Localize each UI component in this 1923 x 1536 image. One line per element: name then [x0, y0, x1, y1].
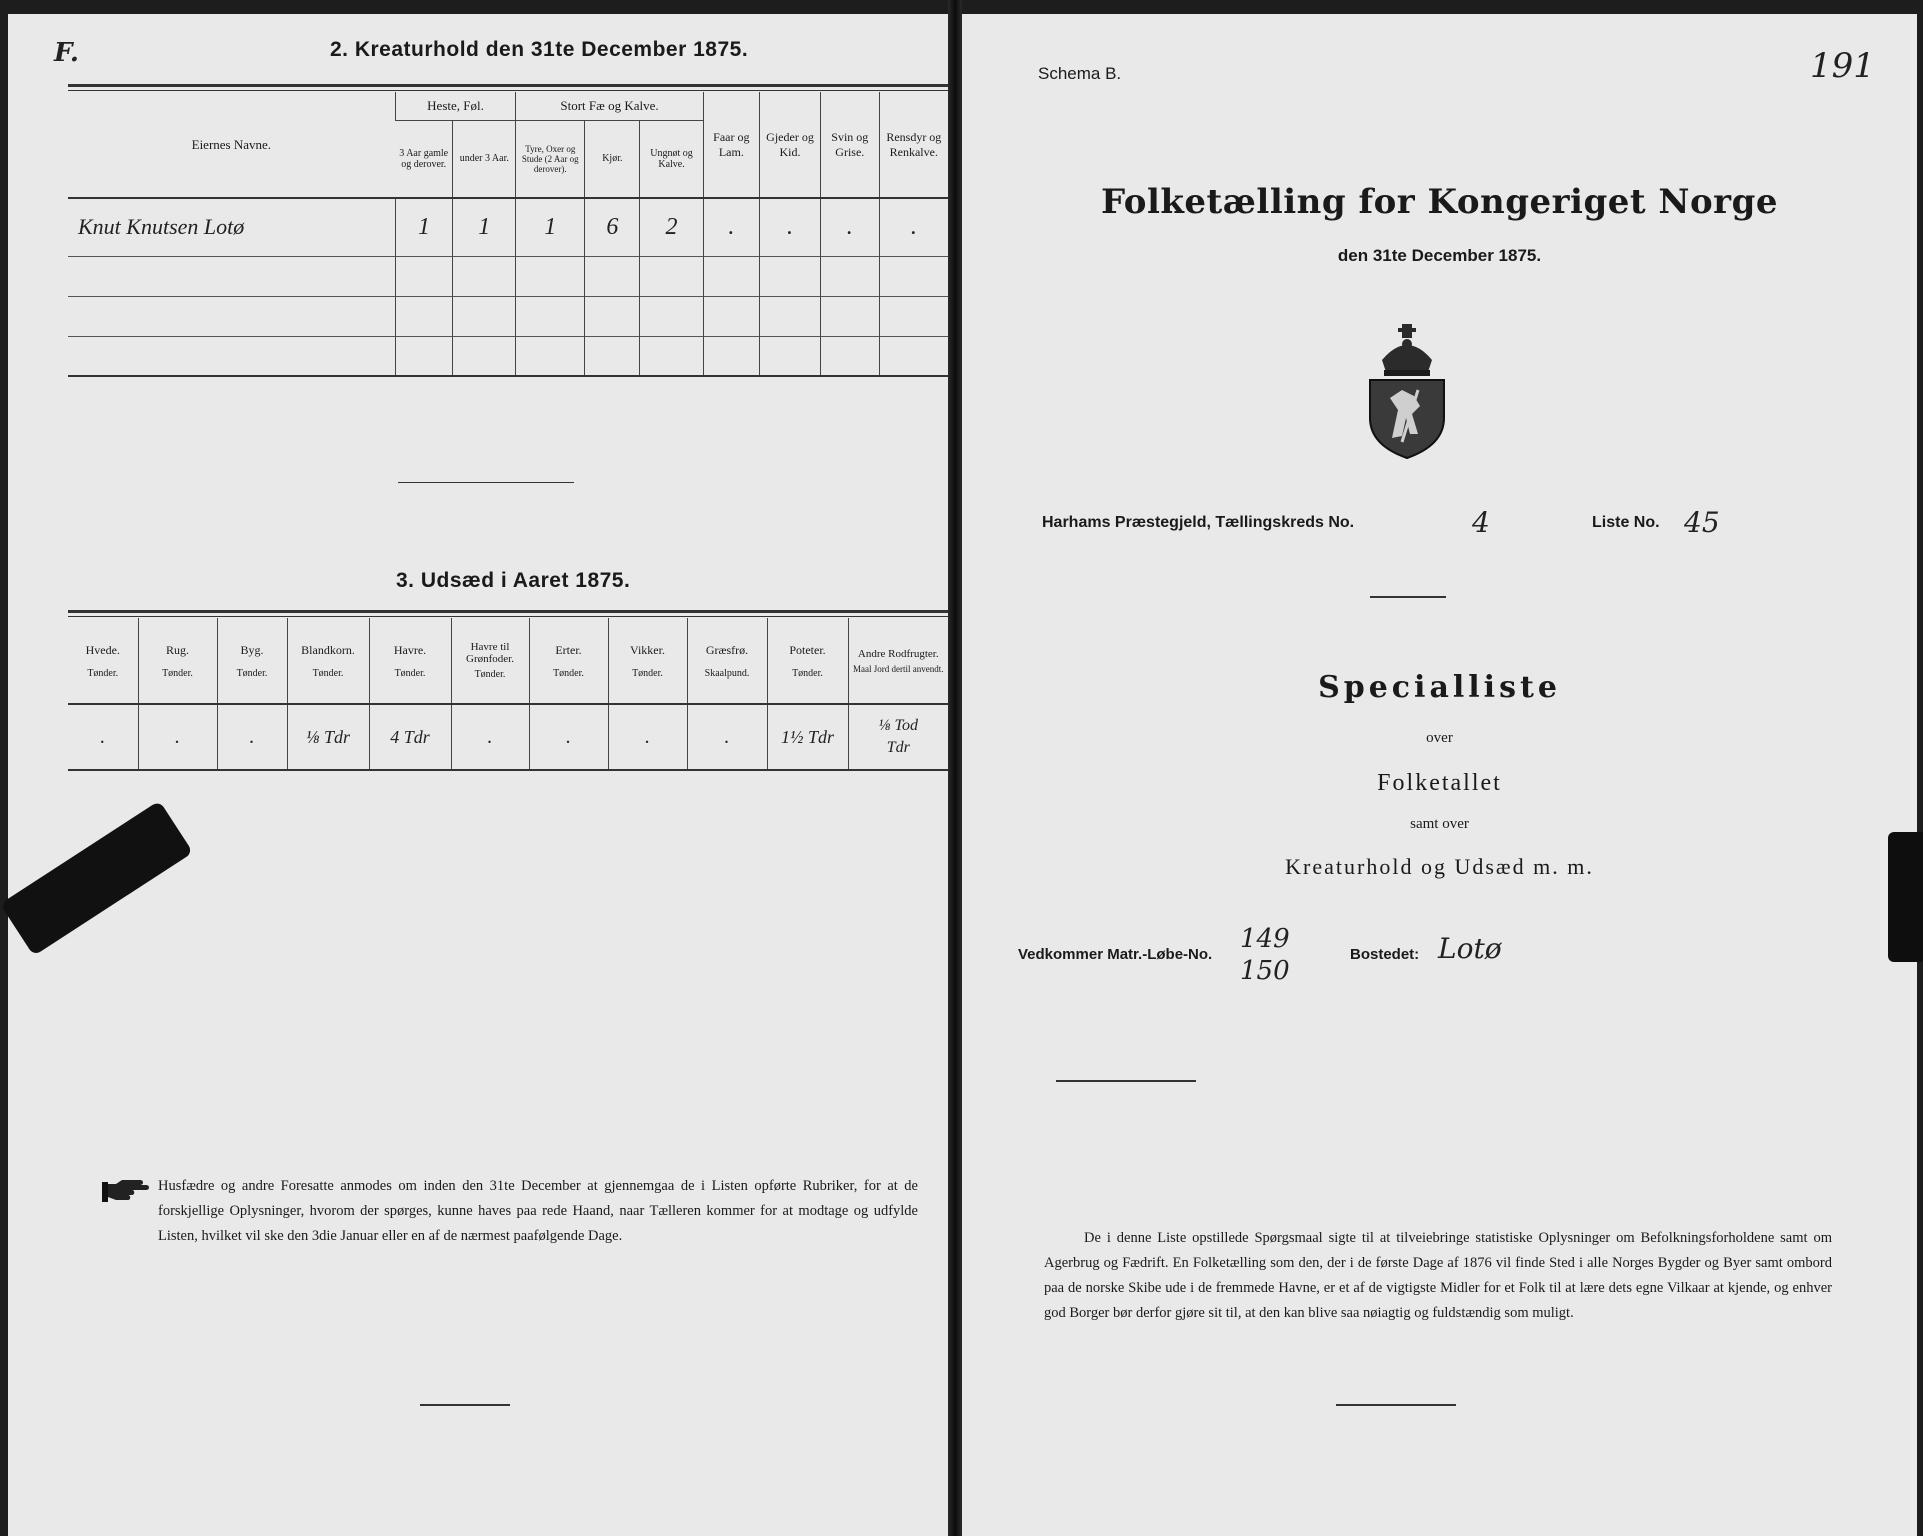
kreaturhold-table [68, 92, 948, 377]
udsaed-table [68, 618, 948, 771]
col-header-erter [529, 618, 608, 704]
value-havre: 4 Tdr [369, 704, 451, 770]
col-header-faar: Faar og Lam. [703, 92, 759, 198]
col-unit: Tønder. [87, 667, 119, 679]
col-header-svin: Svin og Grise. [820, 92, 879, 198]
col-unit: Tønder. [394, 667, 426, 679]
col-header-havre-gronfoder [451, 618, 529, 704]
value-erter: . [529, 704, 608, 770]
col-header-gjeder: Gjeder og Kid. [760, 92, 821, 198]
folketallet-title: Folketallet [1377, 770, 1502, 796]
col-header-heste-3aar: 3 Aar gamle og derover. [399, 147, 449, 170]
list-number: 45 [1684, 506, 1720, 539]
col-name: Havre. [393, 642, 427, 657]
matr-value-2: 150 [1240, 956, 1290, 986]
purpose-note: De i denne Liste opstillede Spørgsmaal sigte til at tilveiebringe statistiske Oplysninger om Befolkningsforholdene samt om Agerbrug og Fædrift. En Folketælling som den, der i de første Dage af 1876 vil finde Sted i alle Norges Bygder og Byer samt ombord paa de norske Skibe ude i de fremmede Havne, er et af de vigtigste Midler for et Folk til at lære dets egne Vilkaar at kjende, og enhver god Borger bør derfor gjøre sit til, at den kan blive saa nøiagtig og fuldstændig som muligt. [1044, 1230, 1832, 1321]
census-date: den 31te December 1875. [1337, 246, 1542, 265]
col-header-rensdyr: Rensdyr og Renkalve. [879, 92, 948, 198]
col-header-hvede [68, 618, 138, 704]
value-ungnot: 2 [640, 198, 703, 256]
owner-name: Knut Knutsen Lotø [78, 214, 245, 240]
page-weight-object [0, 801, 193, 956]
footer-rule [1336, 1404, 1456, 1406]
footer-rule [420, 1404, 510, 1406]
table-row [68, 704, 948, 770]
col-name: Byg. [240, 642, 264, 657]
over-text: over [1426, 730, 1453, 746]
kreaturhold-title: Kreaturhold og Udsæd m. m. [1285, 854, 1594, 879]
col-header-kjor: Kjør. [585, 120, 640, 198]
value-byg: . [217, 704, 287, 770]
value-havre-gronfoder: . [451, 704, 529, 770]
value-rug: . [138, 704, 217, 770]
parish-label: Harhams Præstegjeld, [1042, 514, 1211, 531]
col-name: Havre til Grønfoder. [466, 641, 514, 665]
bosted-value: Lotø [1438, 932, 1502, 965]
schema-label: Schema B. [1038, 64, 1122, 83]
col-unit: Tønder. [236, 667, 268, 679]
col-name: Poteter. [789, 642, 826, 657]
stort-fae-group-header: Stort Fæ og Kalve. [516, 92, 703, 120]
value-poteter: 1½ Tdr [767, 704, 848, 770]
col-unit: Tønder. [474, 669, 506, 680]
col-header-byg [217, 618, 287, 704]
section2-top-rule-thin [68, 90, 948, 91]
col-header-rug [138, 618, 217, 704]
col-unit: Tønder. [312, 667, 344, 679]
col-unit: Tønder. [162, 667, 193, 679]
col-name: Græsfrø. [705, 642, 749, 657]
col-name: Andre Rodfrugter. [857, 647, 939, 660]
coat-of-arms-icon [1362, 310, 1452, 464]
value-rensdyr: . [879, 198, 948, 256]
value-tyre: 1 [516, 198, 585, 256]
col-header-graesfro [687, 618, 767, 704]
col-unit: Tønder. [553, 667, 584, 679]
col-unit: Skaalpund. [704, 667, 750, 679]
instructions-note: Husfædre og andre Foresatte anmodes om inden den 31te December at gjennemgaa de i Listen opførte Rubriker, for at de forskjellige Oplysninger, hvorom der spørges, kunne haves paa rede Haand, naar Tælleren kommer for at modtage og udfylde Listen, hvilket vil ske den 3die Januar eller en af de nærmest paafølgende Dage. [158, 1178, 918, 1244]
value-andre-rodfrugter [848, 704, 948, 770]
divider [1370, 596, 1446, 598]
col-unit: Tønder. [632, 667, 663, 679]
col-header-havre [369, 618, 451, 704]
col-name: Erter. [555, 642, 582, 657]
district-number: 4 [1472, 506, 1490, 539]
page-clip-object [1888, 832, 1923, 962]
corner-mark: F. [54, 38, 79, 68]
col-header-vikker [608, 618, 687, 704]
section-divider [398, 482, 574, 483]
owner-header: Eiernes Navne. [191, 136, 272, 152]
table-row [68, 256, 948, 296]
divider [1056, 1080, 1196, 1082]
section3-title: 3. Udsæd i Aaret 1875. [396, 569, 631, 592]
table-row [68, 296, 948, 336]
col-unit: Tønder. [792, 667, 823, 679]
value-vikker: . [608, 704, 687, 770]
col-header-andre-rodfrugter [848, 618, 948, 704]
left-page [8, 14, 948, 1536]
value-graesfro: . [687, 704, 767, 770]
value-kjor: 6 [585, 198, 640, 256]
value-hvede: . [100, 725, 106, 748]
bosted-label: Bostedet: [1350, 946, 1420, 963]
right-page [962, 14, 1917, 1536]
location-line [1042, 514, 1354, 532]
col-header-heste-under3: under 3 Aar. [453, 120, 516, 198]
value-blandkorn: ⅛ Tdr [287, 704, 369, 770]
section3-top-rule-thin [68, 616, 948, 617]
district-label: Tællingskreds No. [1215, 514, 1355, 531]
specialliste-title: Specialliste [1318, 670, 1561, 705]
value-svin: . [820, 198, 879, 256]
value-heste-under3: 1 [453, 198, 516, 256]
matr-label: Vedkommer Matr.-Løbe-No. [1018, 946, 1213, 963]
heste-group-header: Heste, Føl. [395, 92, 516, 120]
census-title: Folketælling for Kongeriget Norge [1100, 182, 1778, 222]
col-header-poteter [767, 618, 848, 704]
section2-title: 2. Kreaturhold den 31te December 1875. [330, 38, 749, 61]
col-name: Blandkorn. [301, 642, 355, 657]
value-gjeder: . [760, 198, 821, 256]
value-andre-rodfrugter-1: ⅛ Tod [878, 717, 918, 734]
section3-top-rule [68, 610, 948, 613]
matr-value-1: 149 [1240, 924, 1290, 954]
list-label: Liste No. [1592, 514, 1660, 531]
folio-number: 191 [1810, 46, 1875, 86]
col-unit: Maal Jord dertil anvendt. [853, 663, 944, 674]
col-name: Hvede. [85, 642, 120, 657]
col-header-ungnot: Ungnøt og Kalve. [640, 120, 703, 198]
section2-top-rule [68, 84, 948, 87]
table-row [68, 198, 948, 256]
value-andre-rodfrugter-2: Tdr [886, 739, 910, 756]
col-name: Rug. [165, 642, 189, 657]
value-heste-3aar: 1 [395, 198, 453, 256]
col-name: Vikker. [630, 642, 665, 657]
book-spine [948, 0, 962, 1536]
samt-over-text: samt over [1410, 816, 1469, 832]
pointing-hand-icon [100, 1176, 152, 1210]
value-faar: . [703, 198, 759, 256]
col-header-blandkorn [287, 618, 369, 704]
col-header-tyre: Tyre, Oxer og Stude (2 Aar og derover). [516, 120, 585, 198]
table-row [68, 336, 948, 376]
